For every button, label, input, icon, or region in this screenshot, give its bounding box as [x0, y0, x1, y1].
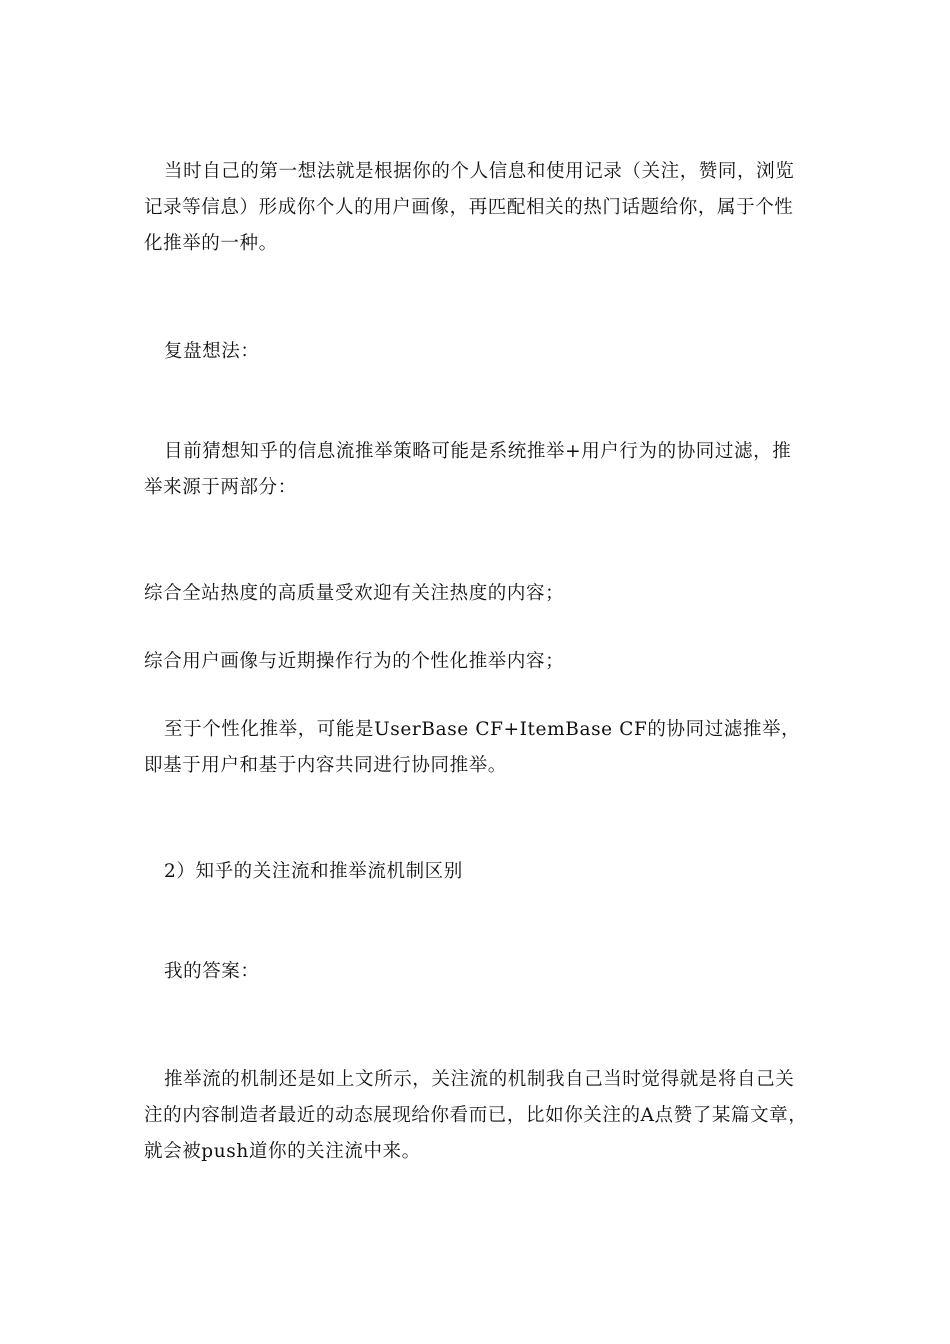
paragraph-initial-idea: 当时自己的第一想法就是根据你的个人信息和使用记录（关注，赞同，浏览记录等信息）形成你个人的用户画像，再匹配相关的热门话题给你，属于个性化推举的一种。 — [144, 161, 795, 254]
paragraph-review-heading: 复盘想法： — [164, 341, 260, 362]
paragraph-feed-mechanism: 推举流的机制还是如上文所示，关注流的机制我自己当时觉得就是将自己关注的内容制造者最近的动态展现给你看而已，比如你关注的A点赞了某篇文章，就会被push道你的关注流中来。 — [144, 1069, 808, 1162]
paragraph-strategy-guess: 目前猜想知乎的信息流推举策略可能是系统推举+用户行为的协同过滤，推举来源于两部分： — [144, 441, 792, 498]
section-heading-feed-difference: 2）知乎的关注流和推举流机制区别 — [164, 861, 463, 882]
paragraph-personalized-cf: 至于个性化推举，可能是UserBase CF+ItemBase CF的协同过滤推举，即基于用户和基于内容共同进行协同推举。 — [144, 719, 801, 776]
paragraph-my-answer-heading: 我的答案： — [164, 961, 260, 982]
paragraph-source-one: 综合全站热度的高质量受欢迎有关注热度的内容； — [144, 583, 565, 604]
paragraph-source-two: 综合用户画像与近期操作行为的个性化推举内容； — [144, 651, 565, 672]
